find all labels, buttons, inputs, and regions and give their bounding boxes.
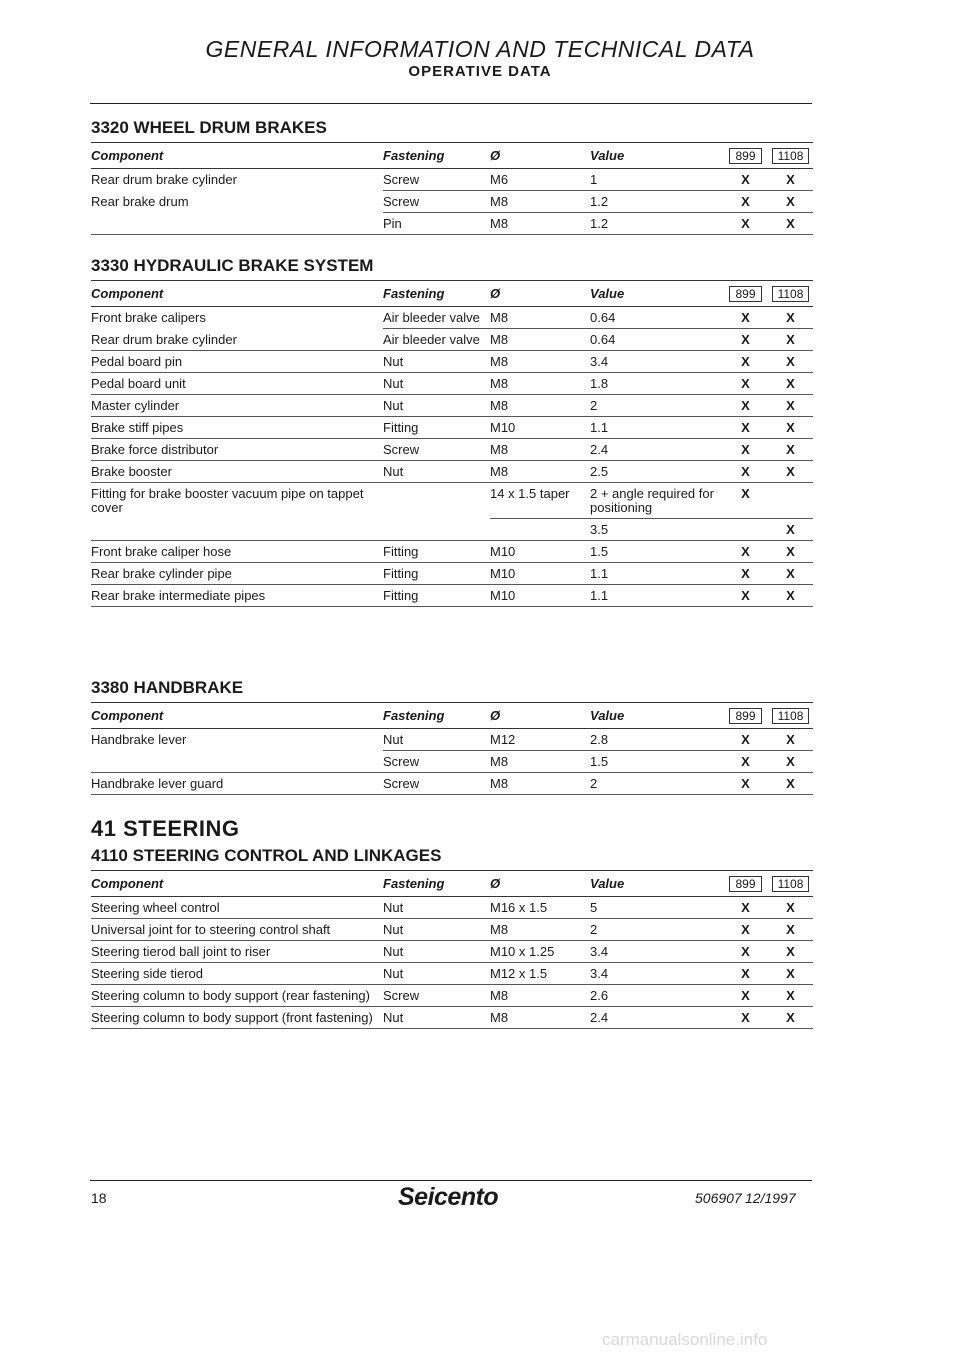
cell-component: Rear brake intermediate pipes (91, 585, 383, 607)
cell-1108: X (768, 1007, 813, 1029)
cell-fastening: Nut (383, 373, 490, 395)
col-model-1108: 1108 (768, 871, 813, 897)
col-value: Value (590, 871, 723, 897)
cell-value: 2 + angle required for positioning (590, 483, 723, 519)
col-value: Value (590, 143, 723, 169)
cell-fastening: Fitting (383, 585, 490, 607)
cell-1108: X (768, 417, 813, 439)
table-header-row (91, 871, 813, 897)
cell-fastening: Screw (383, 773, 490, 795)
cell-fastening: Air bleeder valve (383, 329, 490, 351)
table-row (91, 329, 813, 351)
cell-value: 3.4 (590, 941, 723, 963)
cell-fastening: Screw (383, 985, 490, 1007)
torque-table (91, 280, 813, 607)
cell-diameter: M8 (490, 1007, 590, 1029)
cell-899: X (723, 897, 768, 919)
cell-899 (723, 519, 768, 541)
cell-fastening: Nut (383, 395, 490, 417)
col-diameter: Ø (490, 703, 590, 729)
cell-value: 3.5 (590, 519, 723, 541)
cell-component: Brake stiff pipes (91, 417, 383, 439)
cell-1108: X (768, 585, 813, 607)
cell-component (91, 519, 383, 541)
cell-component: Brake booster (91, 461, 383, 483)
torque-table (91, 142, 813, 235)
cell-diameter: M8 (490, 307, 590, 329)
cell-1108: X (768, 307, 813, 329)
section-title: 3330 HYDRAULIC BRAKE SYSTEM (91, 256, 374, 275)
cell-1108: X (768, 541, 813, 563)
cell-899: X (723, 417, 768, 439)
cell-diameter: M10 (490, 585, 590, 607)
cell-diameter: M8 (490, 373, 590, 395)
table-row (91, 373, 813, 395)
torque-table (91, 870, 813, 1029)
cell-fastening: Fitting (383, 541, 490, 563)
table-row (91, 213, 813, 235)
cell-value: 1 (590, 169, 723, 191)
cell-899: X (723, 395, 768, 417)
cell-value: 2 (590, 919, 723, 941)
cell-1108: X (768, 439, 813, 461)
cell-value: 3.4 (590, 351, 723, 373)
table-row (91, 541, 813, 563)
cell-diameter: M8 (490, 395, 590, 417)
cell-fastening (383, 519, 490, 541)
table-row (91, 351, 813, 373)
col-component: Component (91, 703, 383, 729)
cell-diameter: M8 (490, 351, 590, 373)
cell-1108 (768, 483, 813, 519)
watermark: carmanualsonline.info (602, 1330, 768, 1349)
cell-component: Master cylinder (91, 395, 383, 417)
cell-diameter: M10 (490, 541, 590, 563)
cell-1108: X (768, 461, 813, 483)
table-header-row (91, 143, 813, 169)
cell-component: Steering side tierod (91, 963, 383, 985)
cell-value: 2 (590, 395, 723, 417)
cell-1108: X (768, 729, 813, 751)
cell-value: 2.4 (590, 439, 723, 461)
cell-1108: X (768, 519, 813, 541)
cell-value: 1.2 (590, 191, 723, 213)
section-title: 4110 STEERING CONTROL AND LINKAGES (91, 846, 442, 865)
table-row (91, 985, 813, 1007)
cell-value: 2.5 (590, 461, 723, 483)
cell-1108: X (768, 563, 813, 585)
cell-fastening: Fitting (383, 417, 490, 439)
cell-899: X (723, 373, 768, 395)
cell-1108: X (768, 897, 813, 919)
col-diameter: Ø (490, 143, 590, 169)
table-header-row (91, 281, 813, 307)
cell-diameter: M8 (490, 919, 590, 941)
cell-1108: X (768, 963, 813, 985)
table-row (91, 585, 813, 607)
cell-899: X (723, 773, 768, 795)
document-subtitle: OPERATIVE DATA (408, 63, 552, 80)
cell-diameter: M8 (490, 985, 590, 1007)
table-row (91, 483, 813, 519)
cell-value: 2.8 (590, 729, 723, 751)
cell-fastening: Nut (383, 461, 490, 483)
cell-component: Pedal board pin (91, 351, 383, 373)
col-model-899: 899 (723, 281, 768, 307)
cell-diameter (490, 519, 590, 541)
table-row (91, 1007, 813, 1029)
cell-899: X (723, 941, 768, 963)
cell-value: 1.5 (590, 541, 723, 563)
cell-value: 1.1 (590, 585, 723, 607)
table-row (91, 439, 813, 461)
col-diameter: Ø (490, 871, 590, 897)
cell-component: Pedal board unit (91, 373, 383, 395)
table-row (91, 897, 813, 919)
cell-value: 2.6 (590, 985, 723, 1007)
cell-fastening: Nut (383, 1007, 490, 1029)
cell-value: 1.8 (590, 373, 723, 395)
cell-component: Front brake calipers (91, 310, 206, 325)
cell-1108: X (768, 213, 813, 235)
section-3330 (91, 256, 821, 607)
cell-fastening: Nut (383, 941, 490, 963)
cell-1108: X (768, 751, 813, 773)
cell-diameter: M10 x 1.25 (490, 941, 590, 963)
section-title: 3320 WHEEL DRUM BRAKES (91, 118, 327, 137)
table-row (91, 963, 813, 985)
top-divider (90, 103, 812, 104)
footer-divider (90, 1180, 812, 1181)
table-row (91, 751, 813, 773)
cell-fastening: Nut (383, 729, 490, 751)
cell-fastening: Pin (383, 213, 490, 235)
cell-1108: X (768, 941, 813, 963)
cell-899: X (723, 329, 768, 351)
table-row (91, 729, 813, 751)
cell-value: 5 (590, 897, 723, 919)
cell-diameter: M8 (490, 329, 590, 351)
cell-value: 0.64 (590, 307, 723, 329)
cell-diameter: M8 (490, 439, 590, 461)
cell-899: X (723, 439, 768, 461)
table-row (91, 461, 813, 483)
cell-899: X (723, 985, 768, 1007)
cell-component: Steering column to body support (front fastening) (91, 1007, 383, 1029)
document-code: 506907 (695, 1190, 742, 1206)
cell-899: X (723, 1007, 768, 1029)
col-model-899: 899 (723, 871, 768, 897)
cell-component (91, 213, 383, 235)
cell-899: X (723, 729, 768, 751)
table-header-row (91, 703, 813, 729)
cell-1108: X (768, 191, 813, 213)
cell-1108: X (768, 169, 813, 191)
cell-component: Handbrake lever (91, 732, 187, 747)
cell-1108: X (768, 919, 813, 941)
section-41 (91, 816, 821, 1029)
cell-value: 3.4 (590, 963, 723, 985)
cell-1108: X (768, 329, 813, 351)
cell-fastening: Screw (383, 169, 490, 191)
chapter-title: 41 STEERING (91, 816, 240, 841)
cell-899: X (723, 751, 768, 773)
cell-component: Rear brake drum (91, 193, 189, 209)
col-model-1108: 1108 (768, 281, 813, 307)
table-row (91, 519, 813, 541)
cell-1108: X (768, 773, 813, 795)
cell-component: Fitting for brake booster vacuum pipe on tappet cover (91, 486, 364, 515)
cell-899: X (723, 563, 768, 585)
cell-899: X (723, 307, 768, 329)
cell-diameter: 14 x 1.5 taper (490, 483, 590, 519)
cell-diameter: M12 x 1.5 (490, 963, 590, 985)
col-component: Component (91, 281, 383, 307)
col-component: Component (91, 143, 383, 169)
cell-diameter: M8 (490, 191, 590, 213)
brand-logo: Seicento (398, 1183, 499, 1211)
cell-1108: X (768, 985, 813, 1007)
table-row (91, 395, 813, 417)
cell-diameter: M8 (490, 773, 590, 795)
cell-value: 2 (590, 773, 723, 795)
cell-diameter: M6 (490, 169, 590, 191)
cell-component: Rear brake cylinder pipe (91, 563, 383, 585)
cell-fastening: Nut (383, 351, 490, 373)
cell-899: X (723, 585, 768, 607)
cell-fastening: Screw (383, 751, 490, 773)
cell-diameter: M10 (490, 417, 590, 439)
cell-899: X (723, 483, 768, 519)
table-row (91, 941, 813, 963)
col-model-1108: 1108 (768, 143, 813, 169)
cell-value: 1.1 (590, 563, 723, 585)
col-value: Value (590, 281, 723, 307)
cell-component: Brake force distributor (91, 439, 383, 461)
cell-1108: X (768, 373, 813, 395)
cell-component: Steering wheel control (91, 897, 383, 919)
cell-fastening: Screw (383, 439, 490, 461)
cell-component (91, 751, 383, 773)
cell-component: Front brake caliper hose (91, 541, 383, 563)
cell-fastening (383, 483, 490, 519)
torque-table (91, 702, 813, 795)
cell-component: Steering tierod ball joint to riser (91, 941, 383, 963)
table-row (91, 169, 813, 191)
col-model-899: 899 (723, 143, 768, 169)
cell-899: X (723, 919, 768, 941)
cell-fastening: Fitting (383, 563, 490, 585)
cell-diameter: M8 (490, 751, 590, 773)
col-fastening: Fastening (383, 871, 490, 897)
document-date: 12/1997 (745, 1190, 796, 1206)
cell-component: Rear drum brake cylinder (91, 172, 237, 187)
col-fastening: Fastening (383, 281, 490, 307)
cell-diameter: M10 (490, 563, 590, 585)
cell-899: X (723, 169, 768, 191)
table-row (91, 919, 813, 941)
cell-899: X (723, 461, 768, 483)
cell-value: 0.64 (590, 329, 723, 351)
cell-fastening: Nut (383, 897, 490, 919)
col-model-899: 899 (723, 703, 768, 729)
cell-component: Steering column to body support (rear fastening) (91, 985, 383, 1007)
table-row (91, 307, 813, 329)
cell-fastening: Air bleeder valve (383, 307, 490, 329)
cell-component: Handbrake lever guard (91, 773, 383, 795)
col-component: Component (91, 871, 383, 897)
cell-fastening: Nut (383, 963, 490, 985)
document-title: GENERAL INFORMATION AND TECHNICAL DATA (205, 36, 755, 62)
col-value: Value (590, 703, 723, 729)
cell-diameter: M8 (490, 461, 590, 483)
section-3320 (91, 118, 821, 235)
table-row (91, 191, 813, 213)
cell-899: X (723, 191, 768, 213)
cell-diameter: M8 (490, 213, 590, 235)
section-title: 3380 HANDBRAKE (91, 678, 244, 697)
cell-component: Universal joint for to steering control shaft (91, 919, 383, 941)
cell-899: X (723, 351, 768, 373)
cell-value: 1.1 (590, 417, 723, 439)
cell-fastening: Screw (383, 191, 490, 213)
cell-value: 2.4 (590, 1007, 723, 1029)
section-3380 (91, 678, 821, 795)
col-diameter: Ø (490, 281, 590, 307)
cell-value: 1.2 (590, 213, 723, 235)
cell-component: Rear drum brake cylinder (91, 329, 383, 351)
table-row (91, 417, 813, 439)
cell-1108: X (768, 395, 813, 417)
cell-1108: X (768, 351, 813, 373)
cell-899: X (723, 963, 768, 985)
page-number: 18 (91, 1190, 107, 1206)
cell-value: 1.5 (590, 751, 723, 773)
cell-fastening: Nut (383, 919, 490, 941)
cell-diameter: M16 x 1.5 (490, 897, 590, 919)
col-model-1108: 1108 (768, 703, 813, 729)
col-fastening: Fastening (383, 143, 490, 169)
cell-899: X (723, 213, 768, 235)
cell-diameter: M12 (490, 729, 590, 751)
col-fastening: Fastening (383, 703, 490, 729)
cell-899: X (723, 541, 768, 563)
table-row (91, 563, 813, 585)
table-row (91, 773, 813, 795)
